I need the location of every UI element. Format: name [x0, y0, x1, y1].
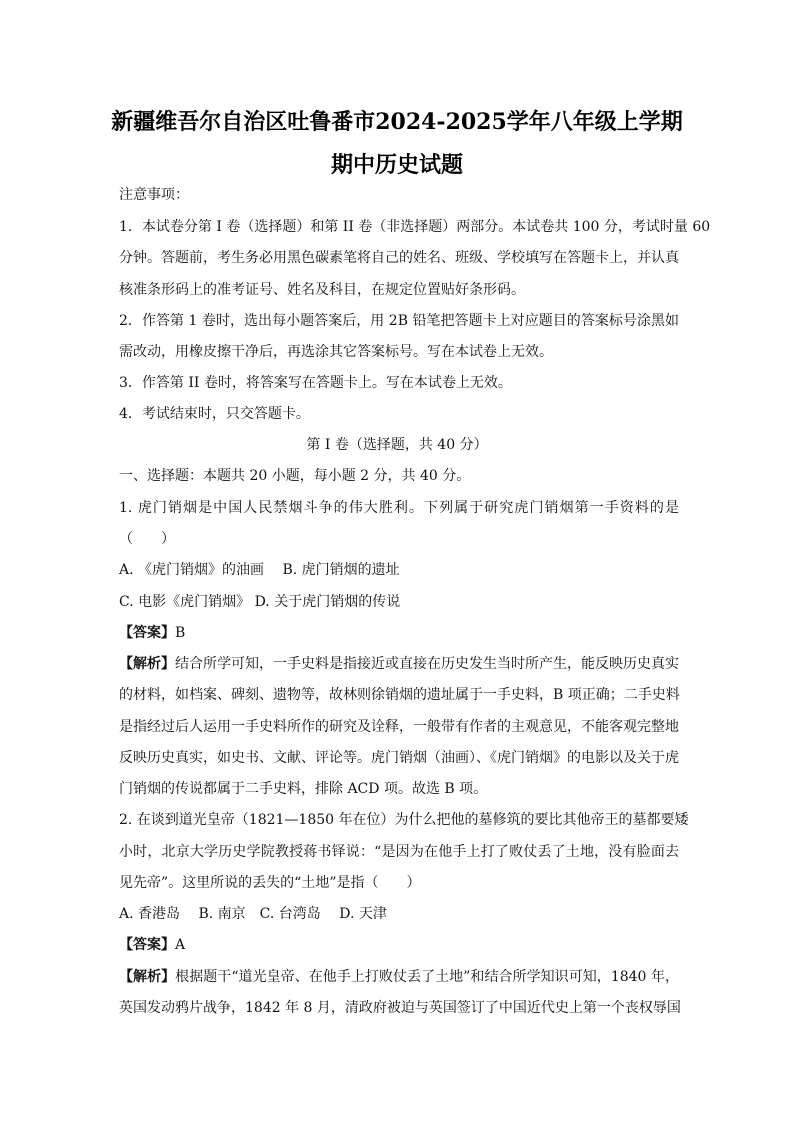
- q2-analysis-line2: 英国发动鸦片战争，1842 年 8 月，清政府被迫与英国签订了中国近代史上第一个丧权辱国: [119, 1000, 681, 1016]
- notice-item1-line2: 分钟。答题前，考生务必用黑色碳素笔将自己的姓名、班级、学校填写在答题卡上，并认真: [119, 250, 679, 266]
- q2-stem-line1: 2. 在谈到道光皇帝（1821—1850 年在位）为什么把他的墓修筑的要比其他帝王的墓都要矮: [119, 812, 689, 828]
- q2-stem-line3: 见先帝”。这里所说的丢失的“土地”是指（ ）: [119, 875, 421, 891]
- q1-answer-value: B: [175, 625, 186, 641]
- q1-stem-line2: （ ）: [119, 531, 175, 547]
- page-title-line2: 期中历史试题: [330, 152, 463, 178]
- q1-answer-tag: 【答案】: [119, 625, 175, 641]
- q2-analysis-tag: 【解析】: [119, 969, 176, 985]
- q1-options-line2: C. 电影《虎门销烟》 D. 关于虎门销烟的传说: [119, 594, 401, 610]
- notice-item2-line2: 需改动，用橡皮擦干净后，再选涂其它答案标号。写在本试卷上无效。: [119, 344, 553, 360]
- q2-stem-line2: 小时，北京大学历史学院教授蒋书铎说：“是因为在他手上打了败仗丢了土地，没有脸面去: [119, 844, 679, 860]
- q1-stem-line1: 1. 虎门销烟是中国人民禁烟斗争的伟大胜利。下列属于研究虎门销烟第一手资料的是: [119, 500, 679, 516]
- q2-answer-value: A: [175, 937, 186, 953]
- q2-answer: [119, 936, 679, 954]
- notice-item2-line1: 2．作答第 1 卷时，选出每小题答案后，用 2B 铅笔把答题卡上对应题目的答案标号涂黑如: [119, 313, 679, 329]
- q1-options-line1: A. 《虎门销烟》的油画 B. 虎门销烟的遗址: [119, 562, 400, 578]
- section-part-heading: 一、选择题：本题共 20 小题，每小题 2 分，共 40 分。: [119, 468, 471, 484]
- notice-item4: 4．考试结束时，只交答题卡。: [119, 406, 310, 422]
- page-title-line1: 新疆维吾尔自治区吐鲁番市2024-2025学年八年级上学期: [111, 109, 683, 135]
- q1-analysis-text1: 结合所学可知，一手史料是指接近或直接在历史发生当时所产生，能反映历史真实: [175, 656, 679, 672]
- section-title: 第 I 卷（选择题，共 40 分）: [306, 437, 488, 453]
- notice-heading: 注意事项：: [119, 187, 189, 203]
- notice-item3: 3．作答第 II 卷时，将答案写在答题卡上。写在本试卷上无效。: [119, 375, 512, 391]
- q1-analysis-line5: 门销烟的传说都属于二手史料，排除 ACD 项。故选 B 项。: [119, 781, 488, 797]
- q1-analysis-line2: 的材料，如档案、碑刻、遗物等，故林则徐销烟的遗址属于一手史料，B 项正确；二手史料: [119, 687, 680, 703]
- q2-analysis-line1: [119, 968, 679, 986]
- notice-item1-line3: 核准条形码上的准考证号、姓名及科目，在规定位置贴好条形码。: [119, 282, 525, 298]
- q1-analysis-line3: 是指经过后人运用一手史料所作的研究及诠释，一般带有作者的主观意见，不能客观完整地: [119, 719, 679, 735]
- q1-answer: [119, 624, 679, 642]
- q2-answer-tag: 【答案】: [119, 937, 175, 953]
- q1-analysis-tag: 【解析】: [119, 656, 175, 672]
- q2-options: A. 香港岛 B. 南京 C. 台湾岛 D. 天津: [119, 906, 387, 922]
- q2-analysis-text1: 根据题干“道光皇帝、在他手上打败仗丢了土地”和结合所学知识可知，1840 年，: [175, 969, 679, 985]
- q1-analysis-line4: 反映历史真实，如史书、文献、评论等。虎门销烟（油画）、《虎门销烟》的电影以及关于虎: [119, 750, 679, 766]
- q1-analysis-line1: [119, 655, 679, 673]
- notice-item1-line1: 1．本试卷分第 I 卷（选择题）和第 II 卷（非选择题）两部分。本试卷共 100 分，考试时量 60: [119, 219, 711, 235]
